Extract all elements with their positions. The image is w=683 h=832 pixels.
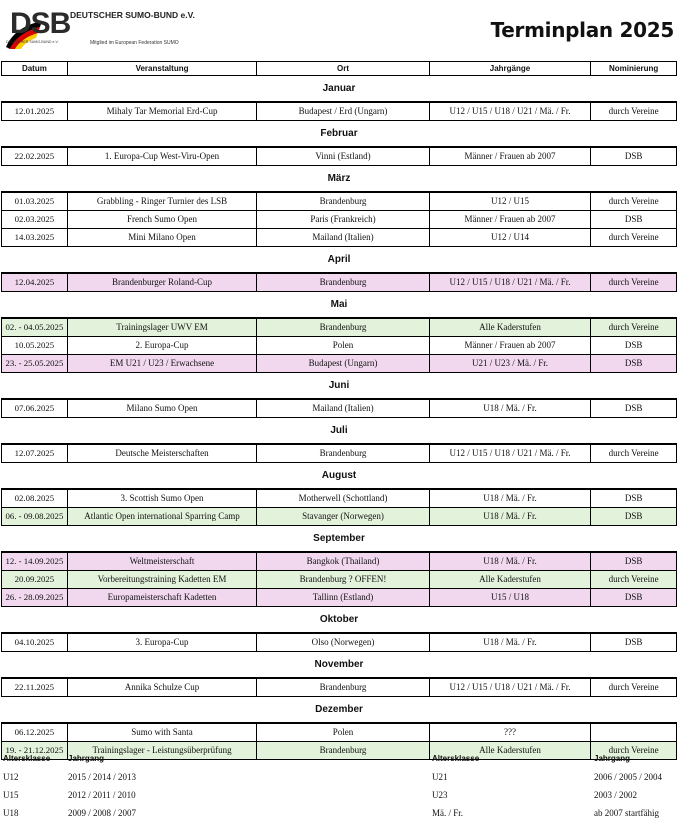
table-row <box>1 273 677 292</box>
event-place: Brandenburg <box>257 193 429 210</box>
event-place: Brandenburg <box>257 445 429 462</box>
event-name: Annika Schulze Cup <box>68 679 257 696</box>
event-years: U18 / Mä. / Fr. <box>430 400 592 417</box>
month-heading: Dezember <box>1 697 677 723</box>
event-name: French Sumo Open <box>68 211 257 228</box>
page-title: Terminplan 2025 <box>490 18 674 42</box>
event-years: U12 / U15 / U18 / U21 / Mä. / Fr. <box>430 679 592 696</box>
table-row <box>1 723 677 742</box>
table-row <box>1 318 677 337</box>
legend-class: U18 <box>3 808 19 818</box>
column-header-years: Jahrgänge <box>430 62 592 75</box>
month-heading: August <box>1 463 677 489</box>
table-row <box>1 633 677 652</box>
event-name: Mini Milano Open <box>68 229 257 246</box>
event-place: Brandenburg ? OFFEN! <box>257 571 429 588</box>
month-heading: Mai <box>1 292 677 318</box>
event-years: Alle Kaderstufen <box>430 742 592 759</box>
event-date: 22.02.2025 <box>2 148 68 165</box>
event-nomination: DSB <box>624 511 643 521</box>
column-header-place: Ort <box>257 62 429 75</box>
event-years: U12 / U15 <box>430 193 592 210</box>
event-date: 06. - 09.08.2025 <box>2 508 68 525</box>
event-date: 12.01.2025 <box>2 103 68 120</box>
table-row <box>1 147 677 166</box>
event-nomination: durch Vereine <box>608 196 659 206</box>
event-place: Olso (Norwegen) <box>257 634 429 651</box>
column-header-nomination: Nominierung <box>608 64 659 73</box>
event-place: Bangkok (Thailand) <box>257 553 429 570</box>
event-name: 2. Europa-Cup <box>68 337 257 354</box>
event-name: Brandenburger Roland-Cup <box>68 274 257 291</box>
event-nomination <box>591 724 676 741</box>
event-name: 3. Europa-Cup <box>68 634 257 651</box>
event-date: 06.12.2025 <box>2 724 68 741</box>
event-nomination: durch Vereine <box>608 232 659 242</box>
event-place: Polen <box>257 724 429 741</box>
event-date: 14.03.2025 <box>2 229 68 246</box>
table-row <box>1 211 677 229</box>
event-date: 26. - 28.09.2025 <box>2 589 68 606</box>
legend-years: 2012 / 2011 / 2010 <box>68 790 136 800</box>
month-heading: Februar <box>1 121 677 147</box>
event-nomination: durch Vereine <box>608 106 659 116</box>
event-name: Mihaly Tar Memorial Erd-Cup <box>68 103 257 120</box>
table-header <box>1 61 677 76</box>
event-place: Budapest (Ungarn) <box>257 355 429 372</box>
legend-years: 2009 / 2008 / 2007 <box>68 808 137 818</box>
schedule-body <box>1 76 677 760</box>
table-row <box>1 508 677 526</box>
event-years: U12 / U14 <box>430 229 592 246</box>
event-place: Mailand (Italien) <box>257 400 429 417</box>
table-row <box>1 552 677 571</box>
event-years: U15 / U18 <box>430 589 592 606</box>
legend-header-year: Jahrgang <box>68 754 105 763</box>
event-nomination: DSB <box>624 340 643 350</box>
event-date: 20.09.2025 <box>2 571 68 588</box>
event-years: U18 / Mä. / Fr. <box>430 553 592 570</box>
event-date: 02.03.2025 <box>2 211 68 228</box>
event-name: Trainingslager UWV EM <box>68 319 257 336</box>
legend-years: ab 2007 startfähig <box>594 808 659 818</box>
event-place: Mailand (Italien) <box>257 229 429 246</box>
event-years: U18 / Mä. / Fr. <box>430 508 592 525</box>
event-name: EM U21 / U23 / Erwachsene <box>68 355 257 372</box>
event-place: Brandenburg <box>257 742 429 759</box>
event-years: Alle Kaderstufen <box>430 319 592 336</box>
event-date: 01.03.2025 <box>2 193 68 210</box>
month-heading: April <box>1 247 677 273</box>
event-name: Vorbereitungstraining Kadetten EM <box>68 571 257 588</box>
column-header-event: Veranstaltung <box>68 62 257 75</box>
event-nomination: DSB <box>624 592 643 602</box>
event-nomination: DSB <box>624 493 643 503</box>
table-row <box>1 355 677 373</box>
legend-class: Mä. / Fr. <box>432 808 464 818</box>
month-heading: Januar <box>1 76 677 102</box>
event-nomination: durch Vereine <box>608 682 659 692</box>
legend-class: U15 <box>3 790 19 800</box>
event-years: U21 / U23 / Mä. / Fr. <box>430 355 592 372</box>
table-row <box>1 337 677 355</box>
event-nomination: durch Vereine <box>608 322 659 332</box>
month-heading: September <box>1 526 677 552</box>
event-years: U12 / U15 / U18 / U21 / Mä. / Fr. <box>430 445 592 462</box>
event-nomination: durch Vereine <box>608 277 659 287</box>
event-place: Brandenburg <box>257 319 429 336</box>
event-nomination: DSB <box>624 403 643 413</box>
event-nomination: DSB <box>624 637 643 647</box>
legend-class: U23 <box>432 790 448 800</box>
table-row <box>1 102 677 121</box>
event-nomination: DSB <box>624 358 643 368</box>
month-heading: März <box>1 166 677 192</box>
column-header-date: Datum <box>2 62 68 75</box>
event-name: Deutsche Meisterschaften <box>68 445 257 462</box>
event-years: U18 / Mä. / Fr. <box>430 634 592 651</box>
dsb-logo <box>2 3 195 55</box>
event-date: 12. - 14.09.2025 <box>2 553 68 570</box>
event-date: 02.08.2025 <box>2 490 68 507</box>
event-name: Milano Sumo Open <box>68 400 257 417</box>
table-row <box>1 589 677 607</box>
event-place: Brandenburg <box>257 274 429 291</box>
age-class-legend <box>0 751 683 831</box>
event-place: Tallinn (Estland) <box>257 589 429 606</box>
event-name: Atlantic Open international Sparring Camp <box>68 508 257 525</box>
table-row <box>1 399 677 418</box>
month-heading: November <box>1 652 677 678</box>
legend-years: 2003 / 2002 <box>594 790 638 800</box>
org-name: DEUTSCHER SUMO-BUND e.V. <box>70 10 195 20</box>
event-years: U12 / U15 / U18 / U21 / Mä. / Fr. <box>430 103 592 120</box>
event-name: 3. Scottish Sumo Open <box>68 490 257 507</box>
legend-class: U12 <box>3 772 19 782</box>
event-date: 23. - 25.05.2025 <box>2 355 68 372</box>
legend-header-year: Jahrgang <box>594 754 631 763</box>
event-date: 04.10.2025 <box>2 634 68 651</box>
event-years: Männer / Frauen ab 2007 <box>430 211 592 228</box>
event-date: 12.04.2025 <box>2 274 68 291</box>
event-nomination: DSB <box>624 151 643 161</box>
event-name: 1. Europa-Cup West-Viru-Open <box>68 148 257 165</box>
event-place: Stavanger (Norwegen) <box>257 508 429 525</box>
legend-header-class: Altersklasse <box>3 754 51 763</box>
event-place: Paris (Frankreich) <box>257 211 429 228</box>
event-place: Motherwell (Schottland) <box>257 490 429 507</box>
legend-years: 2006 / 2005 / 2004 <box>594 772 663 782</box>
event-years: Männer / Frauen ab 2007 <box>430 337 592 354</box>
event-years: U12 / U15 / U18 / U21 / Mä. / Fr. <box>430 274 592 291</box>
event-name: Trainingslager - Leistungsüberprüfung <box>68 742 257 759</box>
event-date: 07.06.2025 <box>2 400 68 417</box>
table-row <box>1 192 677 211</box>
event-name: Europameisterschaft Kadetten <box>68 589 257 606</box>
table-row <box>1 571 677 589</box>
event-nomination: durch Vereine <box>608 745 659 755</box>
legend-years: 2015 / 2014 / 2013 <box>68 772 137 782</box>
month-heading: Juli <box>1 418 677 444</box>
event-place: Brandenburg <box>257 679 429 696</box>
legend-class: U21 <box>432 772 448 782</box>
schedule-table <box>1 61 677 760</box>
event-nomination: DSB <box>624 214 643 224</box>
membership-note: Mitglied im European Federation SUMO <box>90 40 179 46</box>
event-date: 12.07.2025 <box>2 445 68 462</box>
event-nomination: durch Vereine <box>608 448 659 458</box>
month-heading: Oktober <box>1 607 677 633</box>
page-header <box>0 0 683 60</box>
legend-header-class: Altersklasse <box>432 754 480 763</box>
event-name: Sumo with Santa <box>68 724 257 741</box>
event-date: 22.11.2025 <box>2 679 68 696</box>
month-heading: Juni <box>1 373 677 399</box>
event-date: 02. - 04.05.2025 <box>2 319 68 336</box>
event-date: 19. - 21.12.2025 <box>2 742 68 759</box>
event-name: Grabbling - Ringer Turnier des LSB <box>68 193 257 210</box>
logo-text: DSB <box>10 7 71 40</box>
table-row <box>1 444 677 463</box>
table-row <box>1 489 677 508</box>
table-row <box>1 229 677 247</box>
event-years: Alle Kaderstufen <box>430 571 592 588</box>
event-years: ??? <box>430 724 592 741</box>
event-years: U18 / Mä. / Fr. <box>430 490 592 507</box>
event-years: Männer / Frauen ab 2007 <box>430 148 592 165</box>
event-nomination: DSB <box>624 556 643 566</box>
event-place: Polen <box>257 337 429 354</box>
table-row <box>1 678 677 697</box>
event-place: Vinni (Estland) <box>257 148 429 165</box>
event-date: 10.05.2025 <box>2 337 68 354</box>
event-name: Weltmeisterschaft <box>68 553 257 570</box>
event-place: Budapest / Erd (Ungarn) <box>257 103 429 120</box>
event-nomination: durch Vereine <box>608 574 659 584</box>
org-name-small: DEUTSCHER SUMO-BUND e.V. <box>6 40 59 44</box>
